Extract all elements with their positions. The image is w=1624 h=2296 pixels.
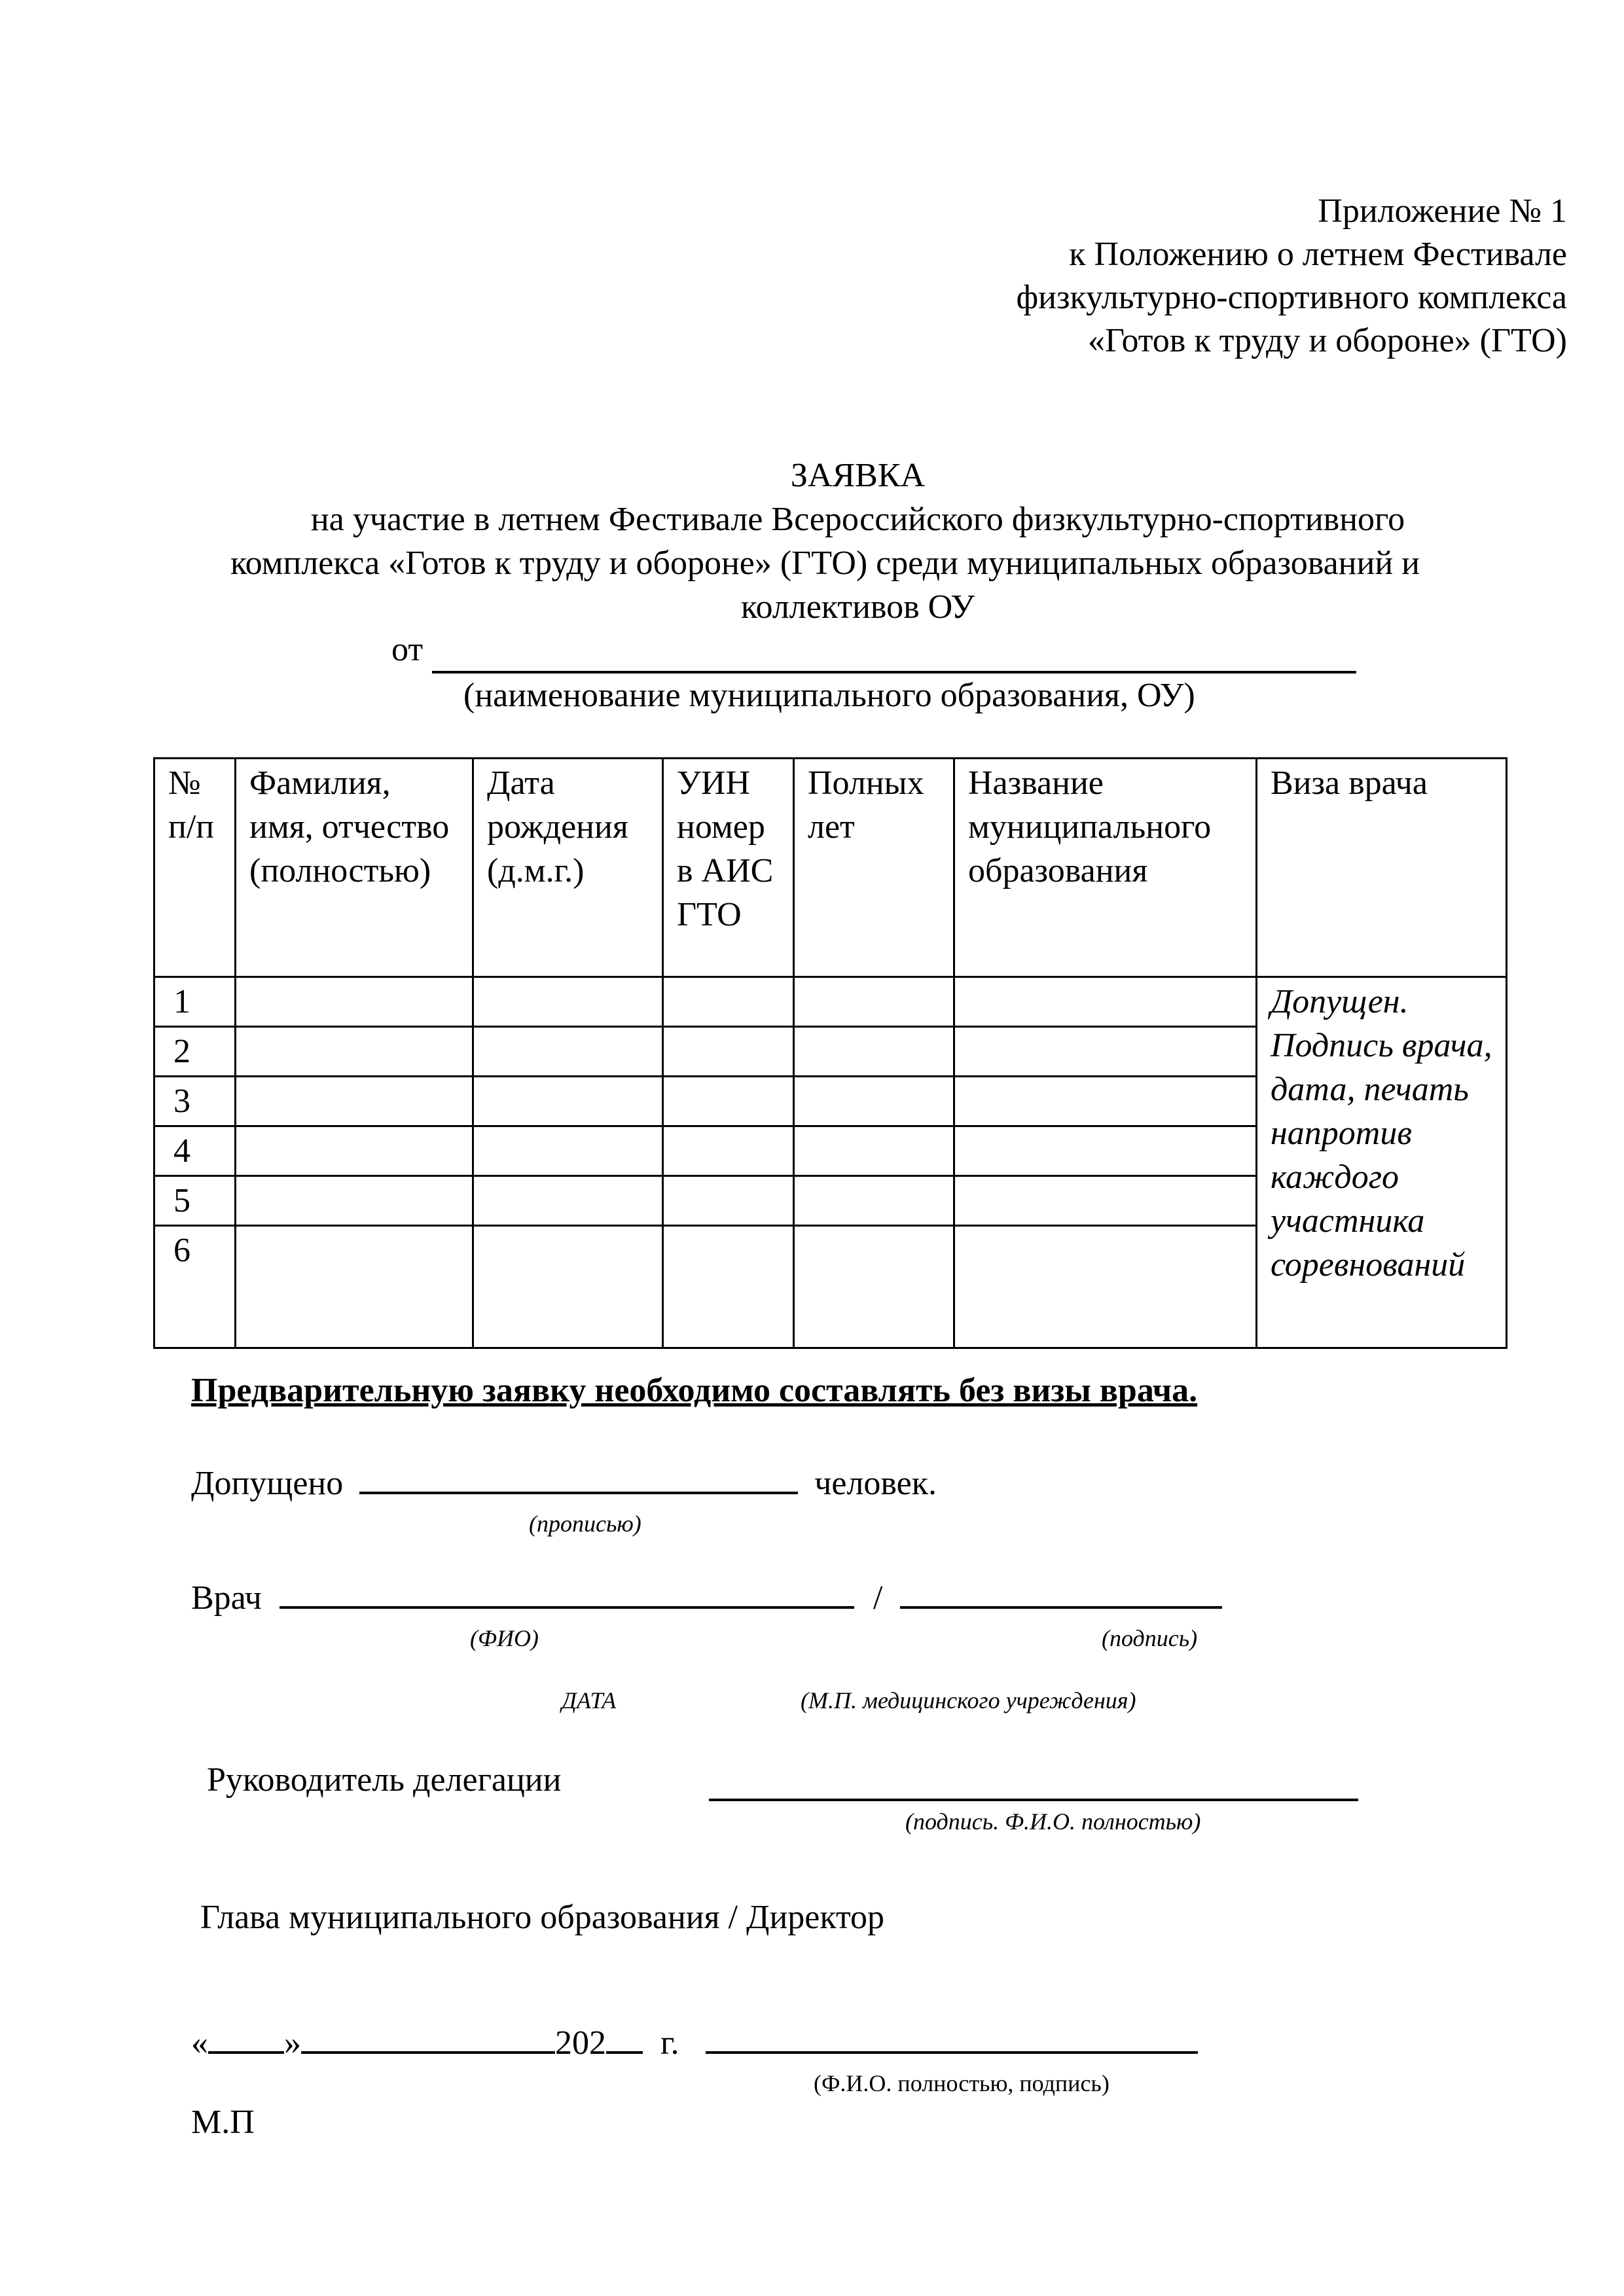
date-year-suffix: г. [660, 2024, 679, 2062]
title-line-1: на участие в летнем Фестивале Всероссийского физкультурно-спортивного [310, 501, 1405, 538]
admitted-row [191, 1463, 937, 1503]
admitted-hint: (прописью) [529, 1511, 641, 1537]
row-number: 6 [154, 1226, 236, 1348]
cell-age[interactable] [794, 1226, 954, 1348]
table-row [154, 977, 1507, 1027]
cell-age[interactable] [794, 1176, 954, 1226]
doctor-sign-line[interactable] [900, 1577, 1222, 1609]
row-number: 5 [154, 1176, 236, 1226]
date-open-quote: « [191, 2024, 208, 2062]
header-birth-date: Дата рождения (д.м.г.) [473, 759, 663, 977]
admitted-suffix: человек. [814, 1465, 937, 1502]
cell-municipality[interactable] [954, 1077, 1257, 1126]
row-number: 2 [154, 1027, 236, 1077]
cell-full-name[interactable] [236, 1226, 473, 1348]
date-close-quote: » [284, 2024, 301, 2062]
doctor-fio-hint: (ФИО) [470, 1625, 539, 1651]
cell-uin[interactable] [663, 1126, 794, 1176]
date-day-line[interactable] [208, 2022, 284, 2054]
header-doctor-visa: Виза врача [1257, 759, 1507, 977]
preliminary-warning: Предварительную заявку необходимо составлять без визы врача. [191, 1372, 1198, 1409]
cell-uin[interactable] [663, 977, 794, 1027]
cell-age[interactable] [794, 1027, 954, 1077]
cell-birth-date[interactable] [473, 1027, 663, 1077]
cell-full-name[interactable] [236, 1176, 473, 1226]
date-year-line[interactable] [606, 2022, 643, 2054]
from-label: от [391, 631, 424, 668]
row-number: 1 [154, 977, 236, 1027]
table-header-row [154, 759, 1507, 977]
cell-municipality[interactable] [954, 1176, 1257, 1226]
admitted-label: Допущено [191, 1465, 344, 1502]
doctor-visa-cell [1257, 977, 1507, 1348]
head-of-delegation-line[interactable] [709, 1770, 1358, 1801]
date-month-line[interactable] [301, 2022, 555, 2054]
participants-table [153, 757, 1507, 1349]
cell-municipality[interactable] [954, 977, 1257, 1027]
cell-age[interactable] [794, 977, 954, 1027]
header-uin: УИН номер в АИС ГТО [663, 759, 794, 977]
header-age: Полных лет [794, 759, 954, 977]
row-number: 3 [154, 1077, 236, 1126]
cell-birth-date[interactable] [473, 1126, 663, 1176]
appendix-header [1016, 190, 1567, 363]
header-full-name: Фамилия, имя, отчество (полностью) [236, 759, 473, 977]
doctor-row [191, 1577, 1222, 1618]
admitted-count-line[interactable] [359, 1463, 798, 1494]
cell-birth-date[interactable] [473, 1077, 663, 1126]
appendix-line-3: физкультурно-спортивного комплекса [1016, 279, 1567, 316]
cell-uin[interactable] [663, 1226, 794, 1348]
title-line-2: комплекса «Готов к труду и обороне» (ГТО) среди муниципальных образований и [230, 545, 1420, 582]
title-block [0, 454, 1624, 629]
doctor-separator: / [873, 1579, 883, 1617]
stamp-label: М.П [191, 2104, 255, 2141]
head-of-delegation-label: Руководитель делегации [207, 1761, 562, 1799]
cell-uin[interactable] [663, 1176, 794, 1226]
chief-sign-line[interactable] [706, 2022, 1198, 2054]
cell-municipality[interactable] [954, 1126, 1257, 1176]
chief-label: Глава муниципального образования / Директор [200, 1899, 884, 1936]
cell-full-name[interactable] [236, 977, 473, 1027]
cell-birth-date[interactable] [473, 1176, 663, 1226]
doctor-date-hint: ДАТА [562, 1687, 617, 1713]
from-hint: (наименование муниципального образования, ОУ) [463, 677, 1195, 714]
cell-full-name[interactable] [236, 1077, 473, 1126]
cell-age[interactable] [794, 1126, 954, 1176]
visa-note: Допущен. Подпись врача, дата, печать напротив каждого участника соревнований [1271, 983, 1492, 1283]
cell-birth-date[interactable] [473, 977, 663, 1027]
cell-uin[interactable] [663, 1027, 794, 1077]
from-input-line[interactable] [432, 671, 1356, 673]
chief-sign-hint: (Ф.И.О. полностью, подпись) [814, 2070, 1110, 2096]
doctor-fio-line[interactable] [280, 1577, 854, 1609]
date-row [191, 2022, 1198, 2063]
cell-uin[interactable] [663, 1077, 794, 1126]
header-number: № п/п [154, 759, 236, 977]
header-municipality: Название муниципального образования [954, 759, 1257, 977]
appendix-line-2: к Положению о летнем Фестивале [1069, 236, 1567, 273]
date-year-prefix: 202 [555, 2024, 606, 2062]
cell-full-name[interactable] [236, 1027, 473, 1077]
doctor-label: Врач [191, 1579, 262, 1617]
appendix-line-4: «Готов к труду и обороне» (ГТО) [1087, 322, 1567, 359]
cell-full-name[interactable] [236, 1126, 473, 1176]
document-title: ЗАЯВКА [790, 457, 926, 494]
cell-municipality[interactable] [954, 1027, 1257, 1077]
cell-municipality[interactable] [954, 1226, 1257, 1348]
cell-age[interactable] [794, 1077, 954, 1126]
doctor-sign-hint: (подпись) [1102, 1625, 1198, 1651]
cell-birth-date[interactable] [473, 1226, 663, 1348]
title-line-3: коллективов ОУ [740, 588, 975, 626]
row-number: 4 [154, 1126, 236, 1176]
doctor-stamp-hint: (М.П. медицинского учреждения) [801, 1687, 1136, 1713]
head-of-delegation-hint: (подпись. Ф.И.О. полностью) [905, 1808, 1201, 1835]
appendix-line-1: Приложение № 1 [1318, 192, 1567, 230]
